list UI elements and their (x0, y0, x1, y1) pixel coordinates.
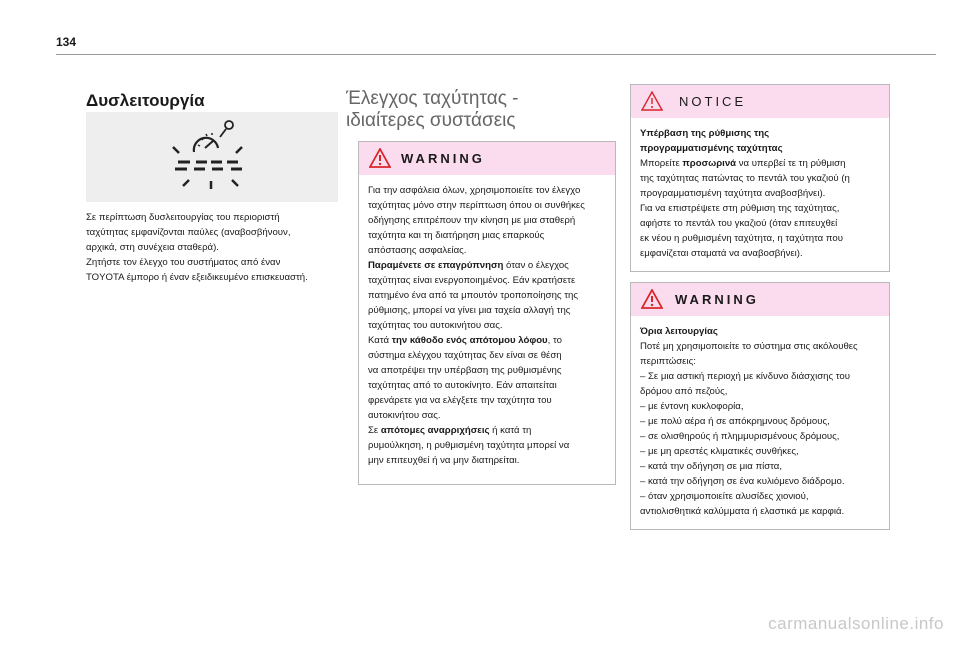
text-line: ταχύτητας είναι ενεργοποιημένος. Εάν κρατήσετε (368, 275, 576, 286)
text-line: TOYOTA έμπορο ή έναν εξειδικευμένο επισκευαστή. (86, 272, 308, 283)
warning-body (359, 175, 615, 476)
list-item: – κατά την οδήγηση σε μια πίστα, (640, 461, 783, 472)
text-line: εκ νέου η ρυθμισμένη ταχύτητα, η ταχύτητα που (640, 233, 843, 244)
warning-triangle-icon (641, 289, 663, 309)
text-line: μην επιτευχθεί ή να μην διατηρείται. (368, 455, 520, 466)
warning-label: WARNING (401, 151, 485, 166)
text-line: της ταχύτητας πατώντας το πεντάλ του γκαζιού (η (640, 173, 850, 184)
list-item: – με πολύ αέρα ή σε απόκρημνους δρόμους, (640, 416, 830, 427)
text-line: ταχύτητας του αυτοκινήτου σας. (368, 320, 503, 331)
notice-heading: προγραμματισμένης ταχύτητας (640, 143, 783, 154)
text-line: ταχύτητας εμφανίζονται παύλες (αναβοσβήνουν, (86, 227, 291, 238)
text-fragment: , το (547, 335, 562, 346)
list-item: – Σε μια αστική περιοχή με κίνδυνο διάσχισης του (640, 371, 850, 382)
text-fragment: όταν ο έλεγχος (503, 260, 569, 271)
text-fragment: ή κατά τη (489, 425, 532, 436)
text-line: ταχύτητας μόνο στην περίπτωση όπου οι συνθήκες (368, 200, 585, 211)
text-line (640, 156, 880, 171)
footer-watermark: carmanualsonline.info (768, 614, 944, 633)
list-item: αντιολισθητικά καλύμματα ή ελαστικά με καρφιά. (640, 506, 845, 517)
text-line: Ζητήστε τον έλεγχο του συστήματος από έναν (86, 257, 281, 268)
list-item: – σε ολισθηρούς ή πλημμυρισμένους δρόμους, (640, 431, 840, 442)
malfunction-text (86, 210, 341, 285)
text-line: προγραμματισμένη ταχύτητα αναβοσβήνει). (640, 188, 826, 199)
list-item: δρόμου από πεζούς, (640, 386, 728, 397)
title-line: Έλεγχος ταχύτητας - (346, 88, 519, 109)
warning-banner (359, 142, 615, 175)
text-line: αυτοκινήτου σας. (368, 410, 441, 421)
title-line: ιδιαίτερες συστάσεις (346, 110, 516, 131)
text-line (368, 423, 606, 438)
text-line: ρυμούλκηση, η ρυθμισμένη ταχύτητα μπορεί να (368, 440, 570, 451)
page-number: 134 (56, 35, 77, 49)
text-line: σύστημα ελέγχου ταχύτητας δεν είναι σε θέση (368, 350, 562, 361)
text-line: Για την ασφάλεια όλων, χρησιμοποιείτε τον έλεγχο (368, 185, 581, 196)
section-title: Δυσλειτουργία (86, 91, 205, 110)
notice-banner (631, 85, 889, 118)
list-item: – όταν χρησιμοποιείτε αλυσίδες χιονιού, (640, 491, 809, 502)
notice-triangle-icon (641, 91, 663, 111)
header-rule (56, 54, 936, 55)
warning-banner (631, 283, 889, 316)
speed-limiter-warning-icon (86, 112, 338, 202)
warning-box-cruise (358, 141, 616, 485)
illustration-panel (86, 112, 338, 202)
bold-phrase: προσωρινά (682, 158, 737, 169)
notice-label: NOTICE (679, 94, 747, 109)
notice-heading: Υπέρβαση της ρύθμισης της (640, 128, 770, 139)
text-fragment: να υπερβεί τε τη ρύθμιση (736, 158, 846, 169)
text-line: ταχύτητα και τη διατήρηση μιας επαρκούς (368, 230, 545, 241)
bold-phrase: την κάθοδο ενός απότομου λόφου (391, 335, 548, 346)
text-line: πατημένο ένα από τα μπουτόν τροποποίησης της (368, 290, 578, 301)
text-line: αρχικά, στη συνέχεια σταθερά). (86, 242, 219, 253)
section2-title (346, 88, 606, 132)
bold-phrase: απότομες αναρριχήσεις (380, 425, 490, 436)
text-line: να αποτρέψει την υπέρβαση της ρυθμισμένης (368, 365, 562, 376)
warning-body (631, 316, 889, 527)
text-fragment: Σε (368, 425, 381, 436)
text-line: ρύθμισης, μπορεί να γίνει μια ταχεία αλλαγή της (368, 305, 571, 316)
warning-label: WARNING (675, 292, 759, 307)
text-line: περιπτώσεις: (640, 356, 696, 367)
text-line: οδήγησης επιτρέπουν την κίνηση με μια σταθερή (368, 215, 576, 226)
text-line: φρενάρετε για να ελέγξετε την ταχύτητα του (368, 395, 552, 406)
text-fragment: Μπορείτε (640, 158, 683, 169)
text-line (368, 333, 606, 348)
list-item: – κατά την οδήγηση σε ένα κυλιόμενο διάδρομο. (640, 476, 845, 487)
bold-phrase: Παραμένετε σε επαγρύπνηση (368, 260, 504, 271)
text-line: εμφανίζεται σταματά να αναβοσβήνει). (640, 248, 803, 259)
list-item: – με μη αρεστές κλιματικές συνθήκες, (640, 446, 799, 457)
text-line: Ποτέ μη χρησιμοποιείτε το σύστημα στις ακόλουθες (640, 341, 858, 352)
list-item: – με έντονη κυκλοφορία, (640, 401, 744, 412)
notice-body (631, 118, 889, 269)
text-line: απόστασης ασφαλείας. (368, 245, 467, 256)
notice-box (630, 84, 890, 272)
warning-box-limits (630, 282, 890, 530)
text-line (368, 258, 606, 273)
warning-heading: Όρια λειτουργίας (640, 326, 718, 337)
text-line: ταχύτητας από το αυτοκίνητο. Εάν απαιτείται (368, 380, 557, 391)
text-line: Σε περίπτωση δυσλειτουργίας του περιοριστή (86, 212, 280, 223)
text-line: αφήστε το πεντάλ του γκαζιού (όταν επιτευχθεί (640, 218, 838, 229)
warning-triangle-icon (369, 148, 391, 168)
text-line: Για να επιστρέψετε στη ρύθμιση της ταχύτητας, (640, 203, 840, 214)
text-fragment: Κατά (368, 335, 392, 346)
